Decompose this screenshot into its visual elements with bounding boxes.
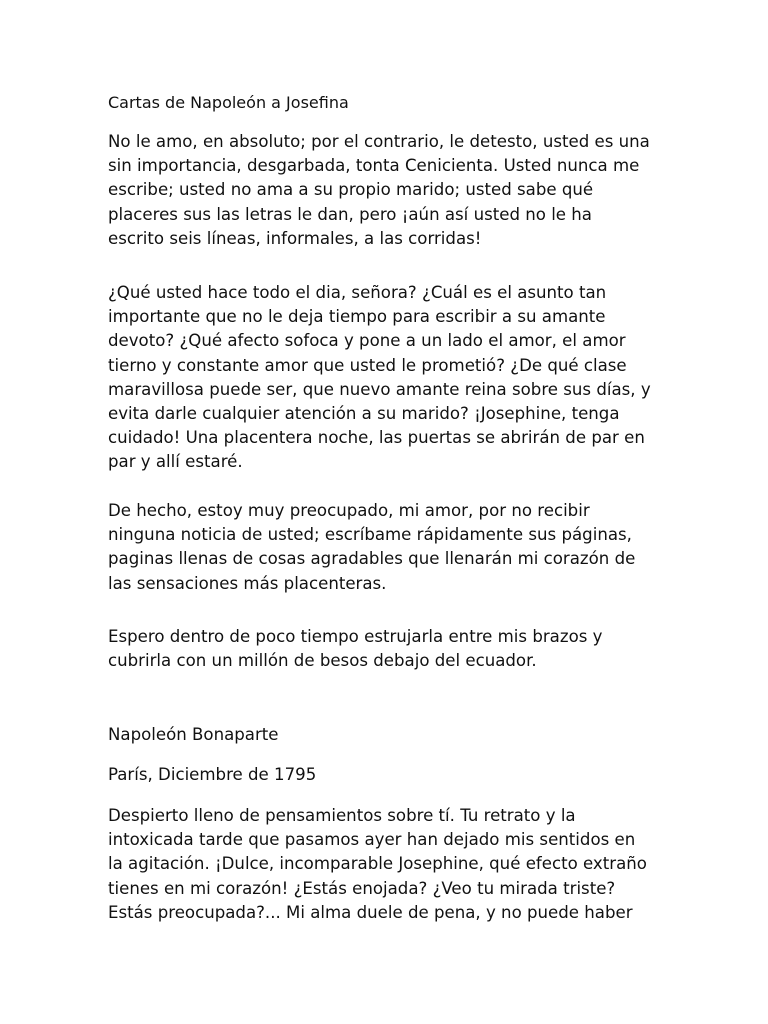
paragraph-line: paginas llenas de cosas agradables que llenarán mi corazón de: [108, 549, 636, 569]
paragraph-line: Despierto lleno de pensamientos sobre tí. Tu retrato y la: [108, 806, 576, 825]
paragraph-2: [108, 281, 651, 475]
paragraph-line: No le amo, en absoluto; por el contrario, le detesto, usted es una: [108, 132, 650, 151]
place-date: París, Diciembre de 1795: [108, 765, 317, 784]
second-letter-paragraph: [108, 804, 647, 925]
paragraph-line: intoxicada tarde que pasamos ayer han dejado mis sentidos en: [108, 830, 636, 850]
paragraph-4: [108, 625, 602, 673]
paragraph-line: cubrirla con un millón de besos debajo del ecuador.: [108, 651, 537, 671]
paragraph-line: la agitación. ¡Dulce, incomparable Josephine, qué efecto extraño: [108, 854, 647, 874]
paragraph-line: importante que no le deja tiempo para escribir a su amante: [108, 307, 606, 327]
document-title: Cartas de Napoleón a Josefina: [108, 93, 349, 112]
paragraph-line: placeres sus las letras le dan, pero ¡aún así usted no le ha: [108, 204, 592, 224]
paragraph-line: las sensaciones más placenteras.: [108, 573, 387, 593]
paragraph-line: tienes en mi corazón! ¿Estás enojada? ¿Veo tu mirada triste?: [108, 878, 616, 898]
paragraph-3: [108, 499, 635, 596]
paragraph-line: Estás preocupada?... Mi alma duele de pena, y no puede haber: [108, 902, 633, 922]
paragraph-line: escrito seis líneas, informales, a las corridas!: [108, 228, 482, 248]
paragraph-line: De hecho, estoy muy preocupado, mi amor, por no recibir: [108, 501, 590, 520]
paragraph-line: maravillosa puede ser, que nuevo amante reina sobre sus días, y: [108, 379, 651, 399]
paragraph-line: devoto? ¿Qué afecto sofoca y pone a un lado el amor, el amor: [108, 331, 626, 351]
paragraph-1: [108, 130, 650, 251]
paragraph-line: evita darle cualquier atención a su marido? ¡Josephine, tenga: [108, 404, 620, 424]
signature: Napoleón Bonaparte: [108, 725, 279, 744]
paragraph-line: Espero dentro de poco tiempo estrujarla entre mis brazos y: [108, 627, 603, 646]
paragraph-line: sin importancia, desgarbada, tonta Cenicienta. Usted nunca me: [108, 156, 640, 176]
paragraph-line: ¿Qué usted hace todo el dia, señora? ¿Cuál es el asunto tan: [108, 283, 607, 302]
paragraph-line: tierno y constante amor que usted le prometió? ¿De qué clase: [108, 355, 627, 375]
paragraph-line: par y allí estaré.: [108, 452, 243, 472]
paragraph-line: ninguna noticia de usted; escríbame rápidamente sus páginas,: [108, 525, 632, 545]
paragraph-line: escribe; usted no ama a su propio marido; usted sabe qué: [108, 180, 594, 200]
paragraph-line: cuidado! Una placentera noche, las puertas se abrirán de par en: [108, 428, 645, 448]
